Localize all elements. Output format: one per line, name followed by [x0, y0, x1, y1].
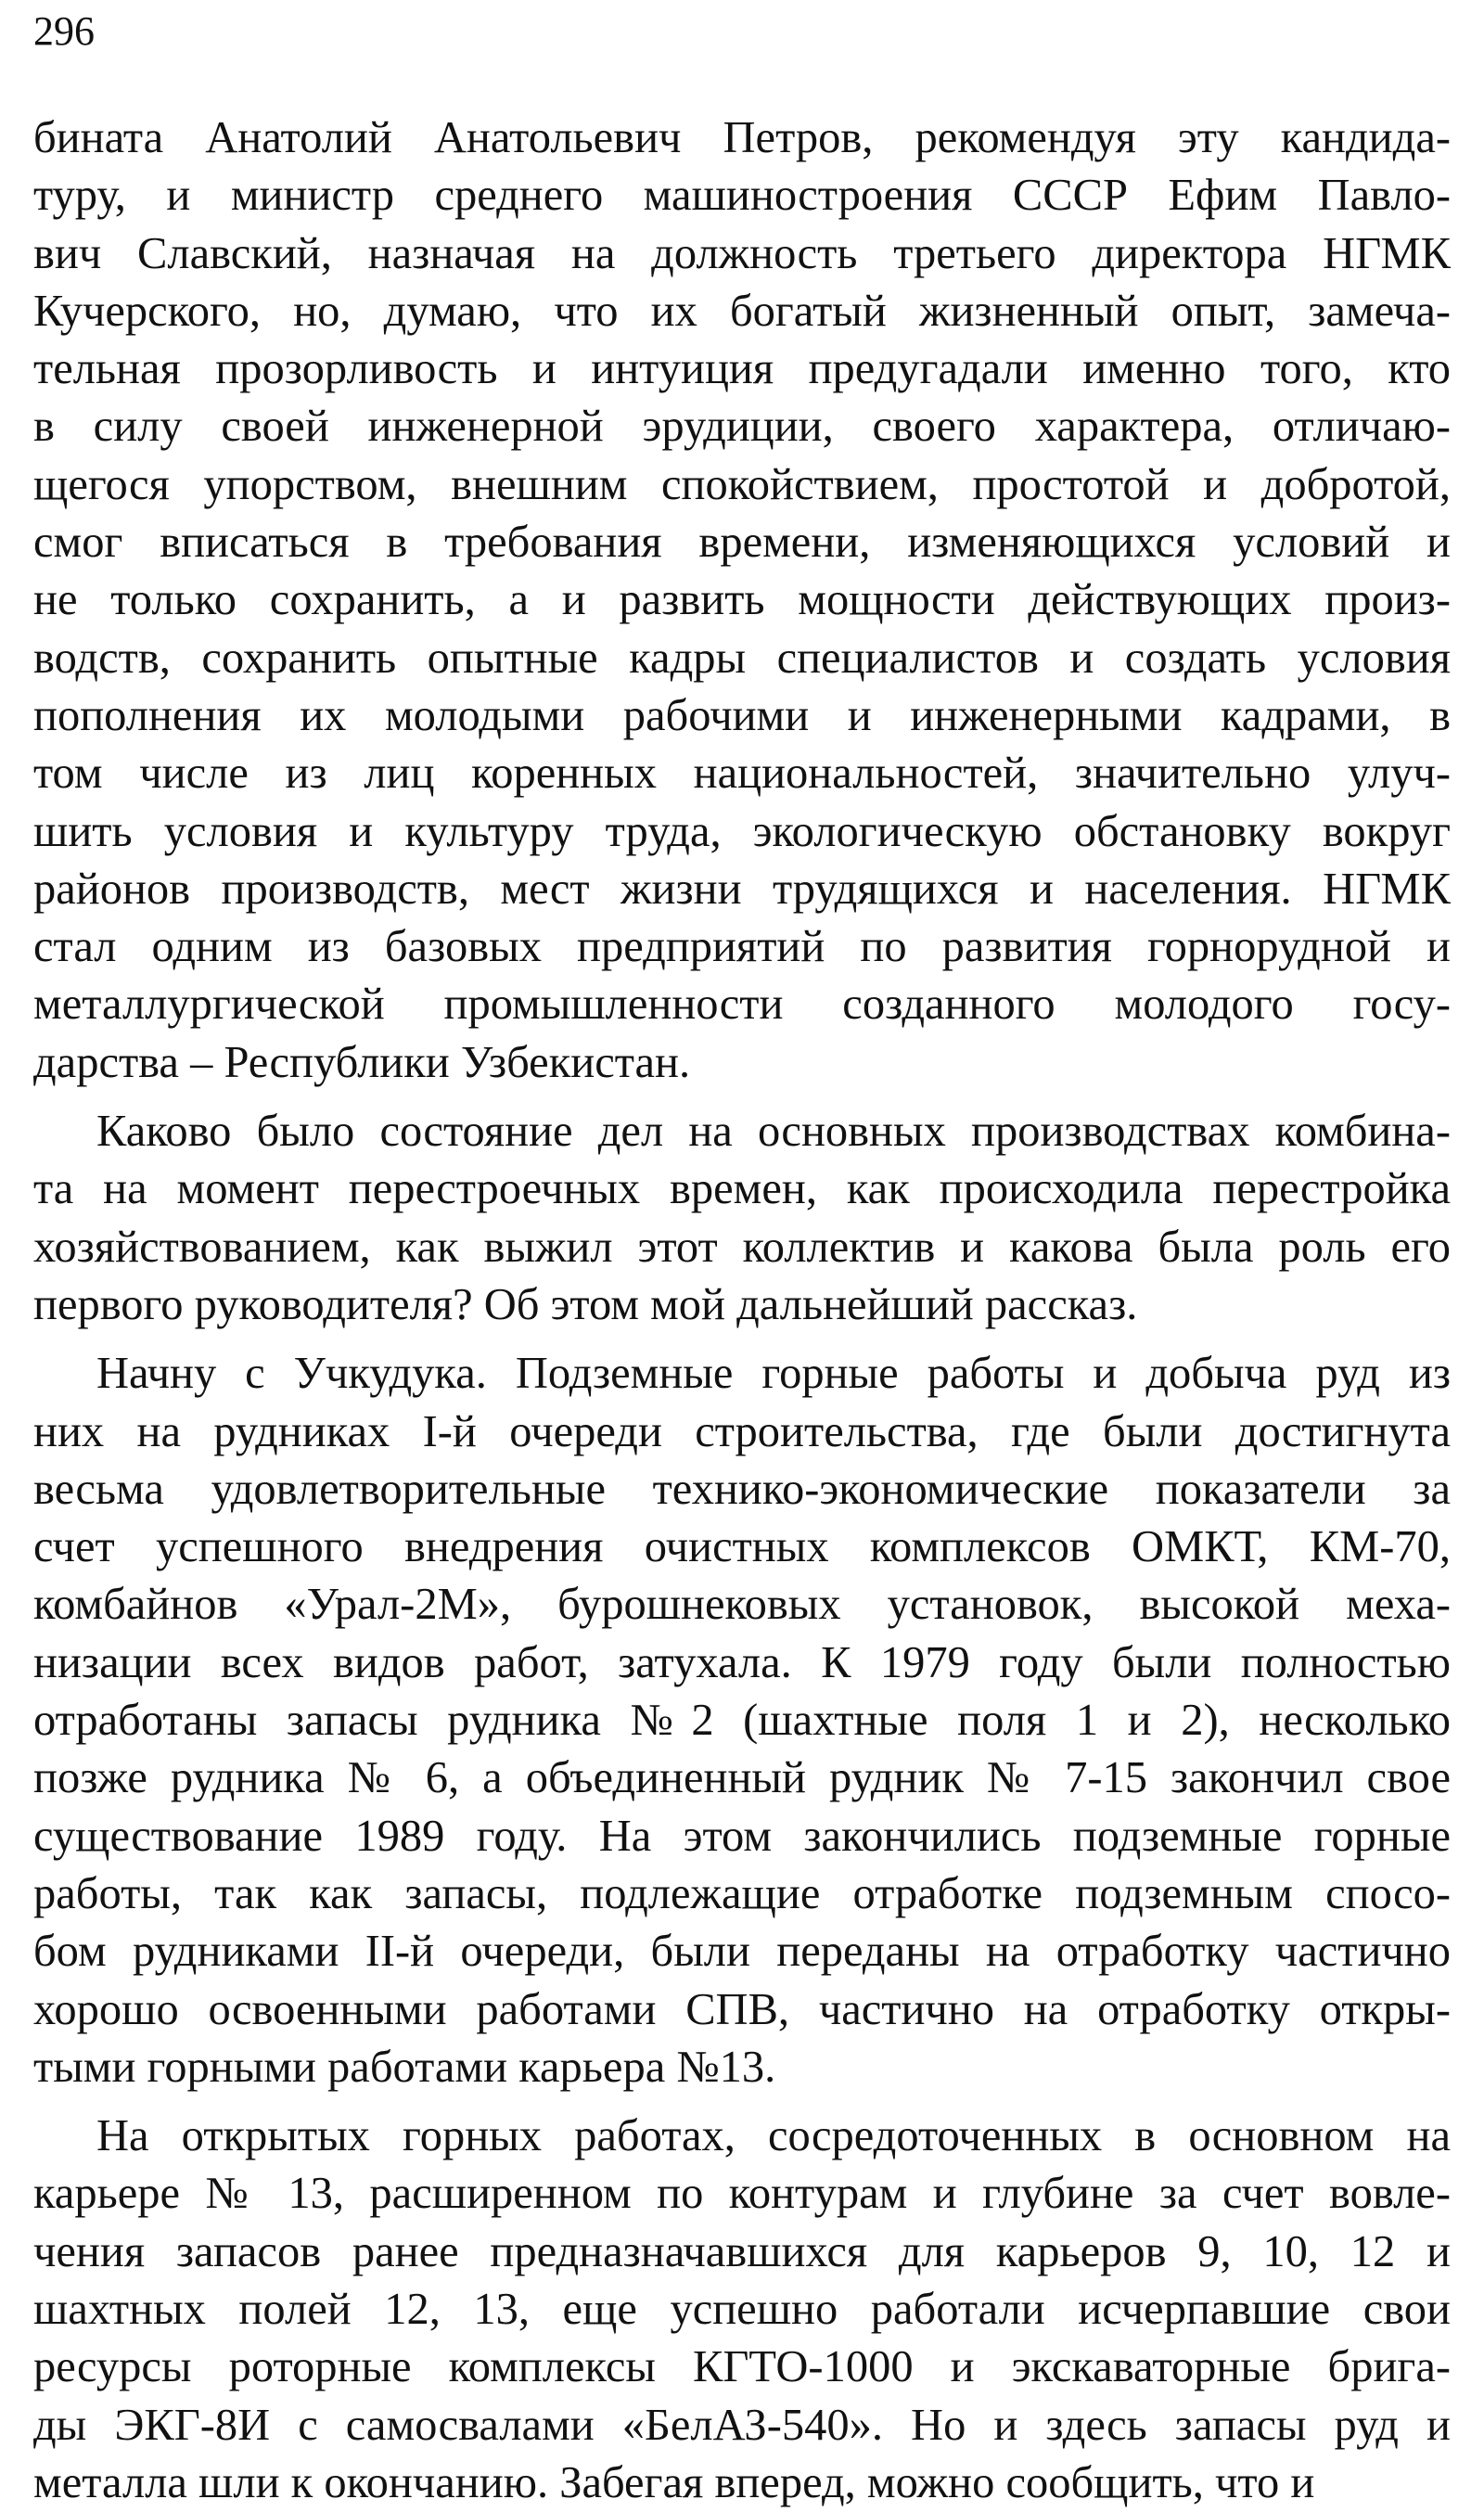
text-line: вич Славский, назначая на должность третьего директора НГМК: [33, 228, 1451, 278]
text-line: бината Анатолий Анатольевич Петров, рекомендуя эту кандида-: [33, 113, 1451, 162]
paragraph-gap: [33, 2096, 1451, 2108]
text-line: хозяйствованием, как выжил этот коллектив и какова была роль его: [33, 1222, 1451, 1272]
text-line: чения запасов ранее предназначавшихся для карьеров 9, 10, 12 и: [33, 2226, 1451, 2276]
text-line: ды ЭКГ-8И с самосвалами «БелАЗ-540». Но и здесь запасы руд и: [33, 2400, 1451, 2450]
text-line: тельная прозорливость и интуиция предугадали именно того, кто: [33, 344, 1451, 394]
text-line: металла шли к окончанию. Забегая вперед, можно сообщить, что и: [33, 2457, 1315, 2507]
paragraph: [33, 109, 1451, 1092]
text-line: весьма удовлетворительные технико-экономические показатели за: [33, 1464, 1451, 1514]
text-line: та на момент перестроечных времен, как происходила перестройка: [33, 1164, 1451, 1214]
text-line: в силу своей инженерной эрудиции, своего характера, отличаю-: [33, 402, 1451, 452]
text-line: Кучерского, но, думаю, что их богатый жизненный опыт, замеча-: [33, 286, 1451, 336]
text-line: смог вписаться в требования времени, изменяющихся условий и: [33, 518, 1451, 568]
text-line: щегося упорством, внешним спокойствием, простотой и добротой,: [33, 459, 1451, 509]
text-line: карьере № 13, расширенном по контурам и глубине за счет вовле-: [33, 2169, 1451, 2219]
text-line: металлургической промышленности созданного молодого госу-: [33, 980, 1451, 1030]
paragraph: [33, 1103, 1451, 1334]
text-line: водств, сохранить опытные кадры специалистов и создать условия: [33, 633, 1451, 683]
text-line: низации всех видов работ, затухала. К 1979 году были полностью: [33, 1637, 1451, 1687]
text-line: пополнения их молодыми рабочими и инженерными кадрами, в: [33, 690, 1451, 740]
text-line: районов производств, мест жизни трудящихся и населения. НГМК: [33, 864, 1451, 914]
text-line: работы, так как запасы, подлежащие отработке подземным спосо-: [33, 1868, 1451, 1918]
text-line: них на рудниках I-й очереди строительства, где были достигнута: [33, 1406, 1451, 1456]
text-line: туру, и министр среднего машиностроения СССР Ефим Павло-: [33, 171, 1451, 221]
text-line: стал одним из базовых предприятий по развития горнорудной и: [33, 922, 1451, 972]
text-line: первого руководителя? Об этом мой дальнейший рассказ.: [33, 1279, 1138, 1329]
text-line: существование 1989 году. На этом закончились подземные горные: [33, 1811, 1451, 1861]
text-line: На открытых горных работах, сосредоточенных в основном на: [96, 2111, 1451, 2161]
text-line: хорошо освоенными работами СПВ, частично на отработку откры-: [33, 1984, 1451, 2034]
text-line: том числе из лиц коренных национальностей, значительно улуч-: [33, 749, 1451, 799]
text-line: бом рудниками II-й очереди, были переданы на отработку частично: [33, 1927, 1451, 1977]
paragraph: [33, 2108, 1451, 2512]
body-text: [33, 109, 1451, 2512]
text-line: Каково было состояние дел на основных производствах комбина-: [96, 1107, 1451, 1157]
text-line: шахтных полей 12, 13, еще успешно работали исчерпавшие свои: [33, 2284, 1451, 2334]
paragraph-gap: [33, 1334, 1451, 1345]
text-line: ресурсы роторные комплексы КГТО-1000 и экскаваторные брига-: [33, 2342, 1451, 2392]
page-number: 296: [33, 8, 95, 54]
text-line: позже рудника № 6, а объединенный рудник № 7-15 закончил свое: [33, 1753, 1451, 1803]
text-line: шить условия и культуру труда, экологическую обстановку вокруг: [33, 806, 1451, 856]
text-line: дарства – Республики Узбекистан.: [33, 1037, 691, 1087]
text-line: отработаны запасы рудника №2 (шахтные поля 1 и 2), несколько: [33, 1696, 1451, 1746]
paragraph-gap: [33, 1092, 1451, 1103]
text-line: тыми горными работами карьера №13.: [33, 2042, 776, 2092]
text-line: Начну с Учкудука. Подземные горные работы и добыча руд из: [96, 1349, 1451, 1399]
text-line: счет успешного внедрения очистных комплексов ОМКТ, КМ-70,: [33, 1522, 1451, 1572]
text-line: комбайнов «Урал-2М», бурошнековых установок, высокой меха-: [33, 1580, 1451, 1630]
paragraph: [33, 1345, 1451, 2096]
text-line: не только сохранить, а и развить мощности действующих произ-: [33, 575, 1451, 625]
